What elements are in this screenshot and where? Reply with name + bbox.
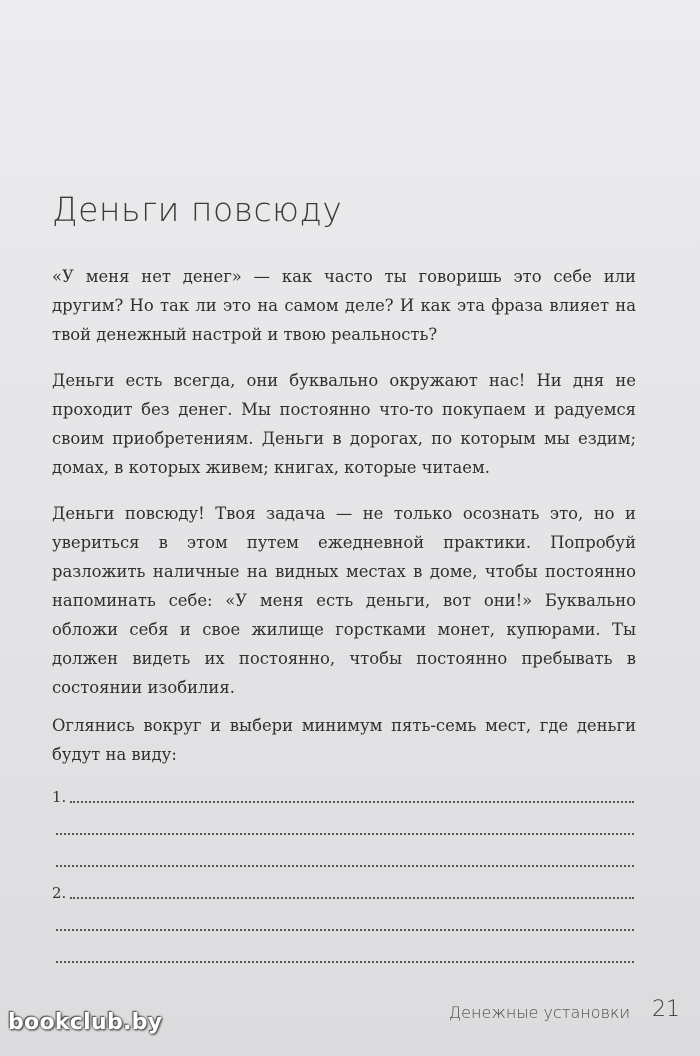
page-number: 21 <box>652 997 680 1022</box>
dotted-line <box>70 800 634 803</box>
dotted-line <box>56 832 634 835</box>
dotted-line <box>56 928 634 931</box>
fill-in-line <box>52 882 634 902</box>
fill-in-line <box>52 818 634 838</box>
running-footer-section: Денежные установки <box>448 1003 630 1022</box>
fill-in-line <box>52 946 634 966</box>
page-title: Деньги повсюду <box>52 190 343 229</box>
fill-line-number: 1. <box>52 788 67 806</box>
paragraph-3: Деньги повсюду! Твоя задача — не только осознать это, но и увериться в этом путем ежедневной практики. Попробуй разложить наличные на видных местах в доме, чтобы постоянно напоминать себе: «У меня есть деньги, вот они!» Буквально обложи себя и свое жилище горстками монет, купюрами. Ты должен видеть их постоянно, чтобы постоянно пребывать в состоянии изобилия. <box>52 504 636 697</box>
fill-in-line <box>52 786 634 806</box>
dotted-line <box>56 864 634 867</box>
dotted-line <box>70 896 634 899</box>
dotted-line <box>56 960 634 963</box>
site-watermark: bookclub.by <box>8 1010 163 1035</box>
fill-in-line <box>52 850 634 870</box>
paragraph-2: Деньги есть всегда, они буквально окружают нас! Ни дня не проходит без денег. Мы постоянно что-то покупаем и радуемся своим приобретениям. Деньги в дорогах, по которым мы ездим; домах, в которых живем; книгах, которые читаем. <box>52 371 636 477</box>
fill-line-number: 2. <box>52 884 67 902</box>
paragraph-1: «У меня нет денег» — как часто ты говоришь это себе или другим? Но так ли это на самом деле? И как эта фраза влияет на твой денежный настрой и твою реальность? <box>52 267 636 344</box>
paragraph-4: Оглянись вокруг и выбери минимум пять-семь мест, где деньги будут на виду: <box>52 716 636 764</box>
fill-in-line <box>52 914 634 934</box>
